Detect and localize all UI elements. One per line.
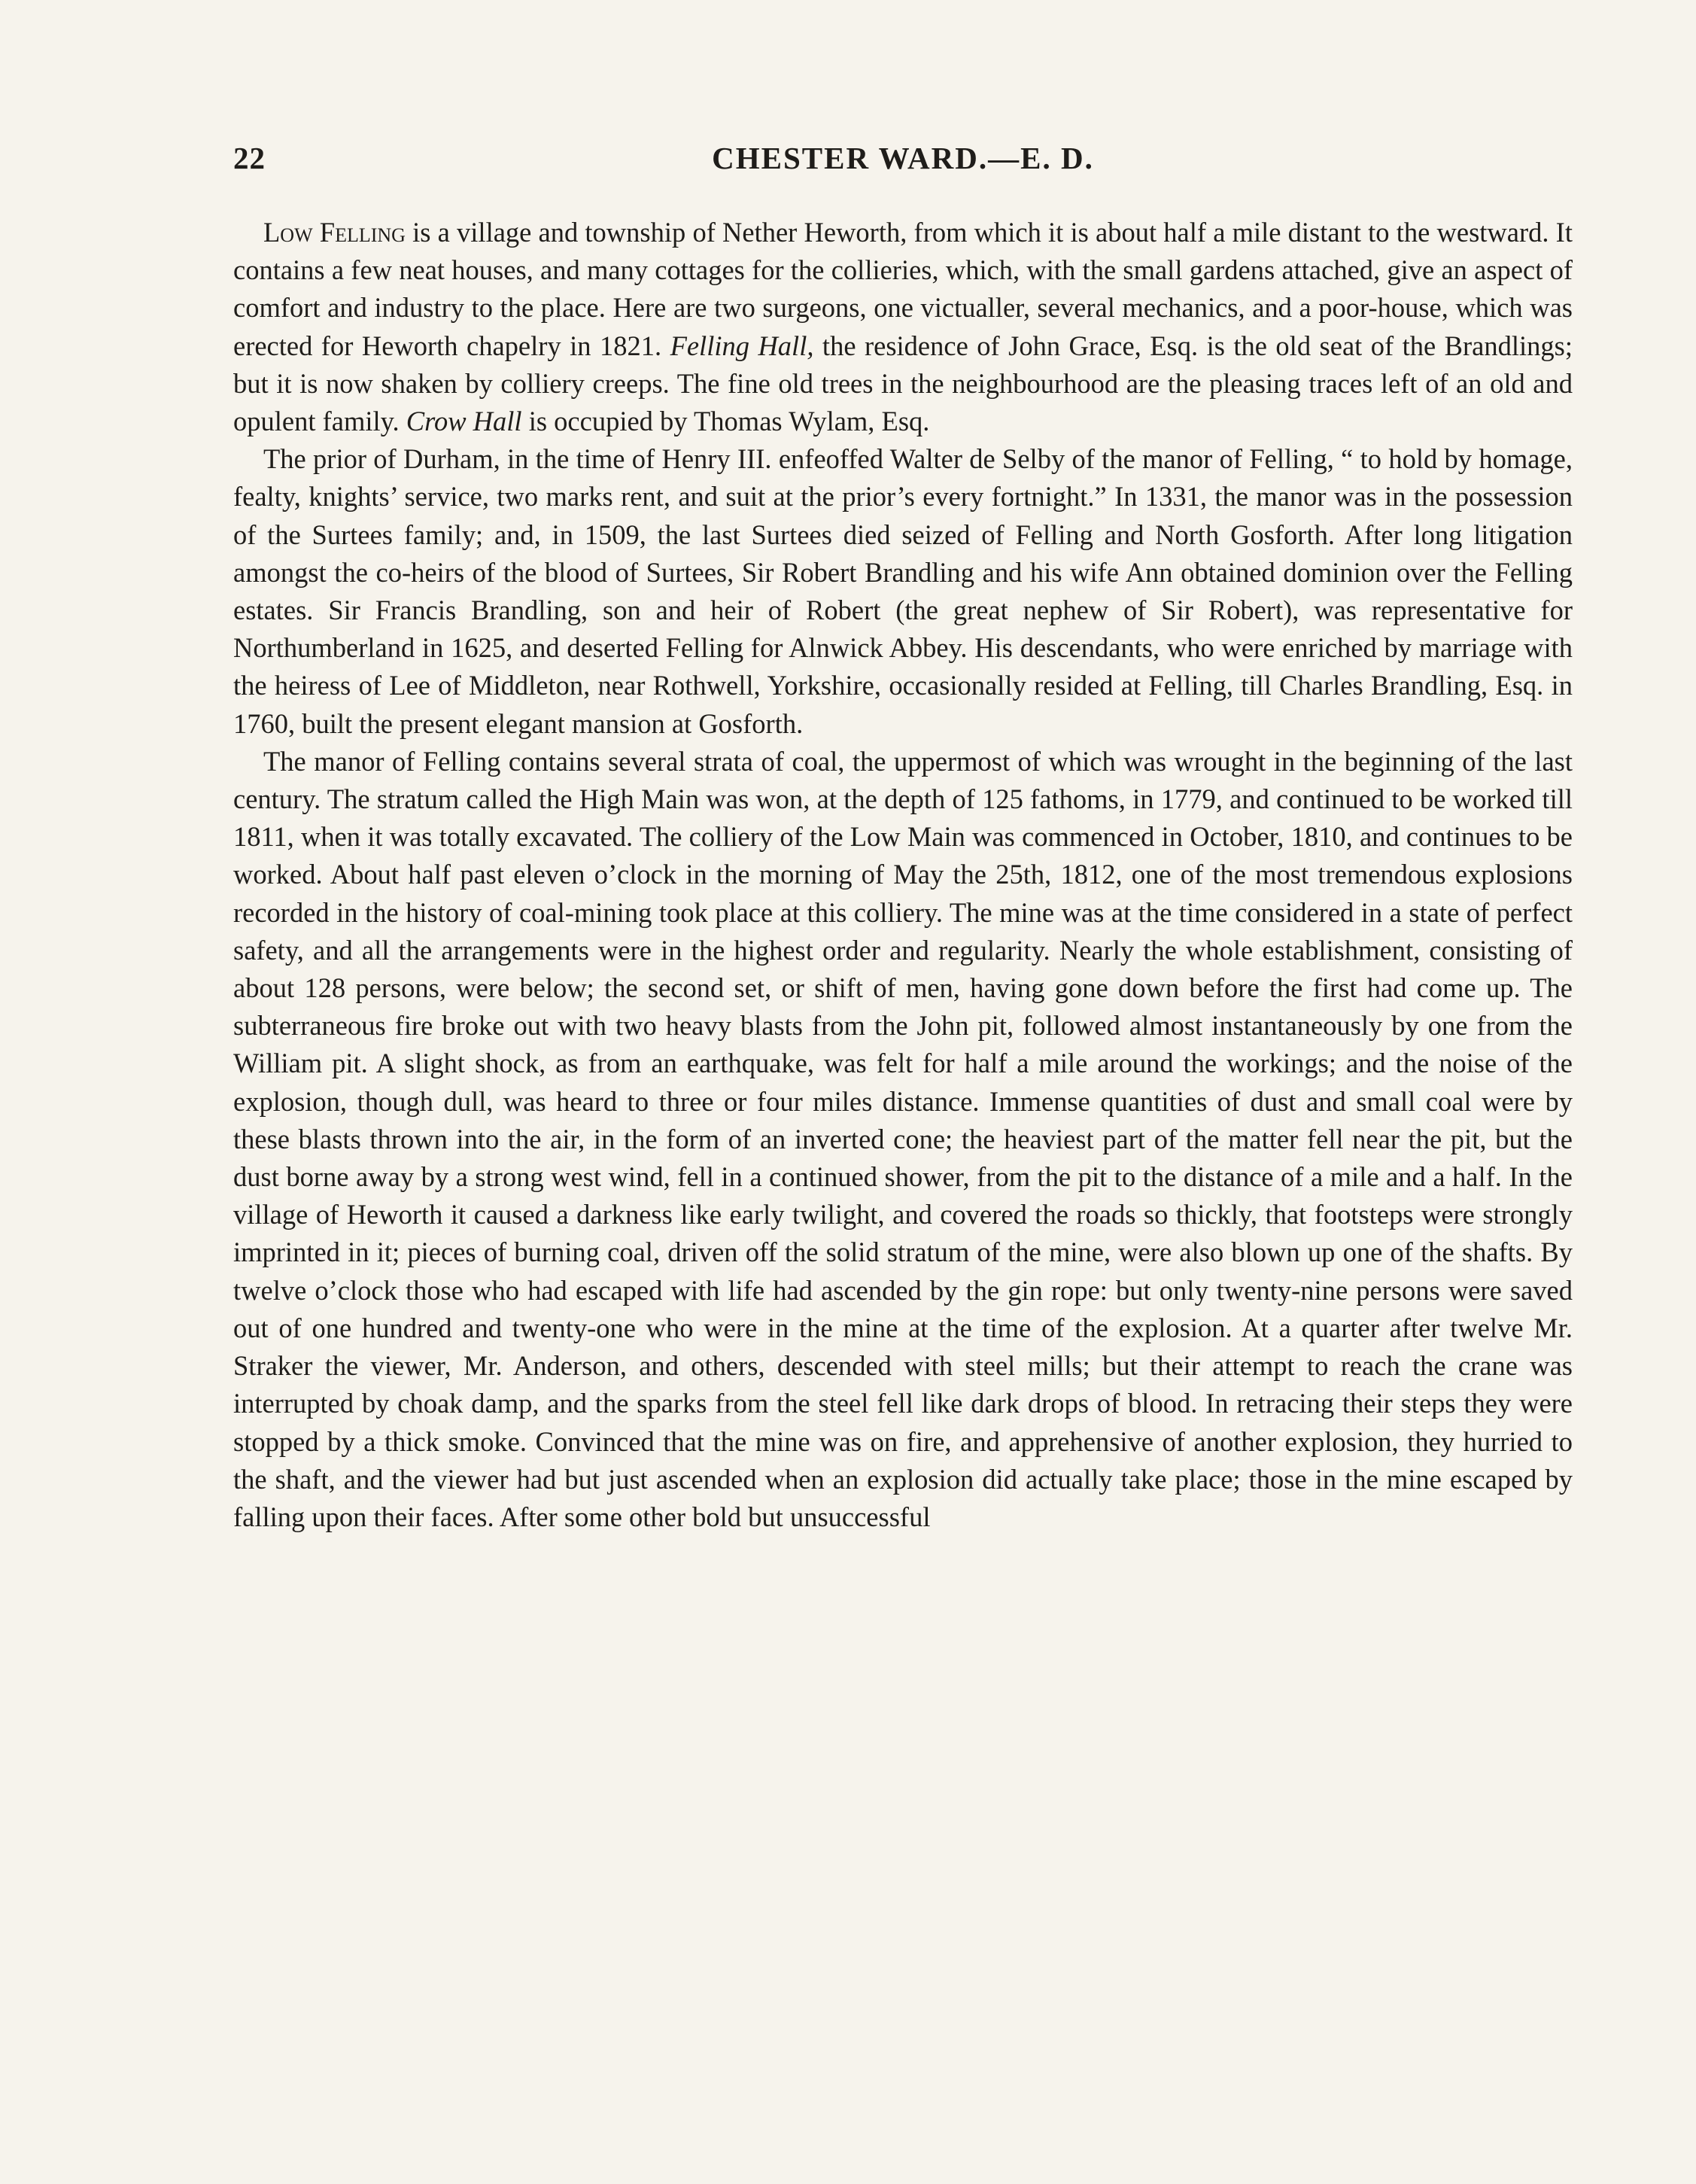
place-name-smallcaps: Low Felling: [263, 217, 406, 248]
italic-place-name: Crow Hall: [406, 406, 522, 437]
italic-place-name: Felling Hall,: [670, 330, 814, 361]
page-number: 22: [233, 141, 266, 175]
body-text: [233, 214, 1573, 1536]
paragraph-text: is a village and township of Nether Heworth, from which it is about half a mile distant to the westward. It contains a few neat houses, and many cottages for the collieries, which, with the small gardens attached, give an aspect of comfort and industry to the place. Here are two surgeons, one victualler, several mechanics, and a poor-house, which was erected for Heworth chapelry in 1821.: [233, 217, 1573, 361]
paragraph-text: is occupied by Thomas Wylam, Esq.: [521, 406, 930, 437]
running-head: [233, 140, 1573, 185]
paragraph-manor-history: The prior of Durham, in the time of Henry III. enfeoffed Walter de Selby of the manor of Felling, “ to hold by homage, fealty, knights’ service, two marks rent, and suit at the prior’s every fortnight.” In 1331, the manor was in the possession of the Surtees family; and, in 1509, the last Surtees died seized of Felling and North Gosforth. After long litigation amongst the co-heirs of the blood of Surtees, Sir Robert Brandling and his wife Ann obtained dominion over the Felling estates. Sir Francis Brandling, son and heir of Robert (the great nephew of Sir Robert), was representative for Northumberland in 1625, and deserted Felling for Alnwick Abbey. His descendants, who were enriched by marriage with the heiress of Lee of Middleton, near Rothwell, Yorkshire, occasionally resided at Felling, till Charles Brandling, Esq. in 1760, built the present elegant mansion at Gosforth.: [233, 443, 1573, 739]
paragraph-colliery-explosion: The manor of Felling contains several strata of coal, the uppermost of which was wrought in the beginning of the last century. The stratum called the High Main was won, at the depth of 125 fathoms, in 1779, and continued to be worked till 1811, when it was totally excavated. The colliery of the Low Main was commenced in October, 1810, and continues to be worked. About half past eleven o’clock in the morning of May the 25th, 1812, one of the most tremendous explosions recorded in the history of coal-mining took place at this colliery. The mine was at the time considered in a state of perfect safety, and all the arrangements were in the highest order and regularity. Nearly the whole establishment, consisting of about 128 persons, were below; the second set, or shift of men, having gone down before the first had come up. The subterraneous fire broke out with two heavy blasts from the John pit, followed almost instantaneously by one from the William pit. A slight shock, as from an earthquake, was felt for half a mile around the workings; and the noise of the explosion, though dull, was heard to three or four miles distance. Immense quantities of dust and small coal were by these blasts thrown into the air, in the form of an inverted cone; the heaviest part of the matter fell near the pit, but the dust borne away by a strong west wind, fell in a continued shower, from the pit to the distance of a mile and a half. In the village of Heworth it caused a darkness like early twilight, and covered the roads so thickly, that footsteps were strongly imprinted in it; pieces of burning coal, driven off the solid stratum of the mine, were also blown up one of the shafts. By twelve o’clock those who had escaped with life had ascended by the gin rope: but only twenty-nine persons were saved out of one hundred and twenty-one who were in the mine at the time of the explosion. At a quarter after twelve Mr. Straker the viewer, Mr. Anderson, and others, descended with steel mills; but their attempt to reach the crane was interrupted by choak damp, and the sparks from the steel fell like dark drops of blood. In retracing their steps they were stopped by a thick smoke. Convinced that the mine was on fire, and apprehensive of another explosion, they hurried to the shaft, and the viewer had but just ascended when an explosion did actually take place; those in the mine escaped by falling upon their faces. After some other bold but unsuccessful: [233, 745, 1573, 1532]
paragraph-text: the residence of John Grace, Esq. is the old seat of the Brandlings; but it is now shaken by colliery creeps. The fine old trees in the neighbourhood are the pleasing traces left of an old and opulent family.: [233, 330, 1573, 437]
paragraph-low-felling: [233, 214, 1573, 440]
running-title: CHESTER WARD.—E. D.: [712, 141, 1094, 175]
